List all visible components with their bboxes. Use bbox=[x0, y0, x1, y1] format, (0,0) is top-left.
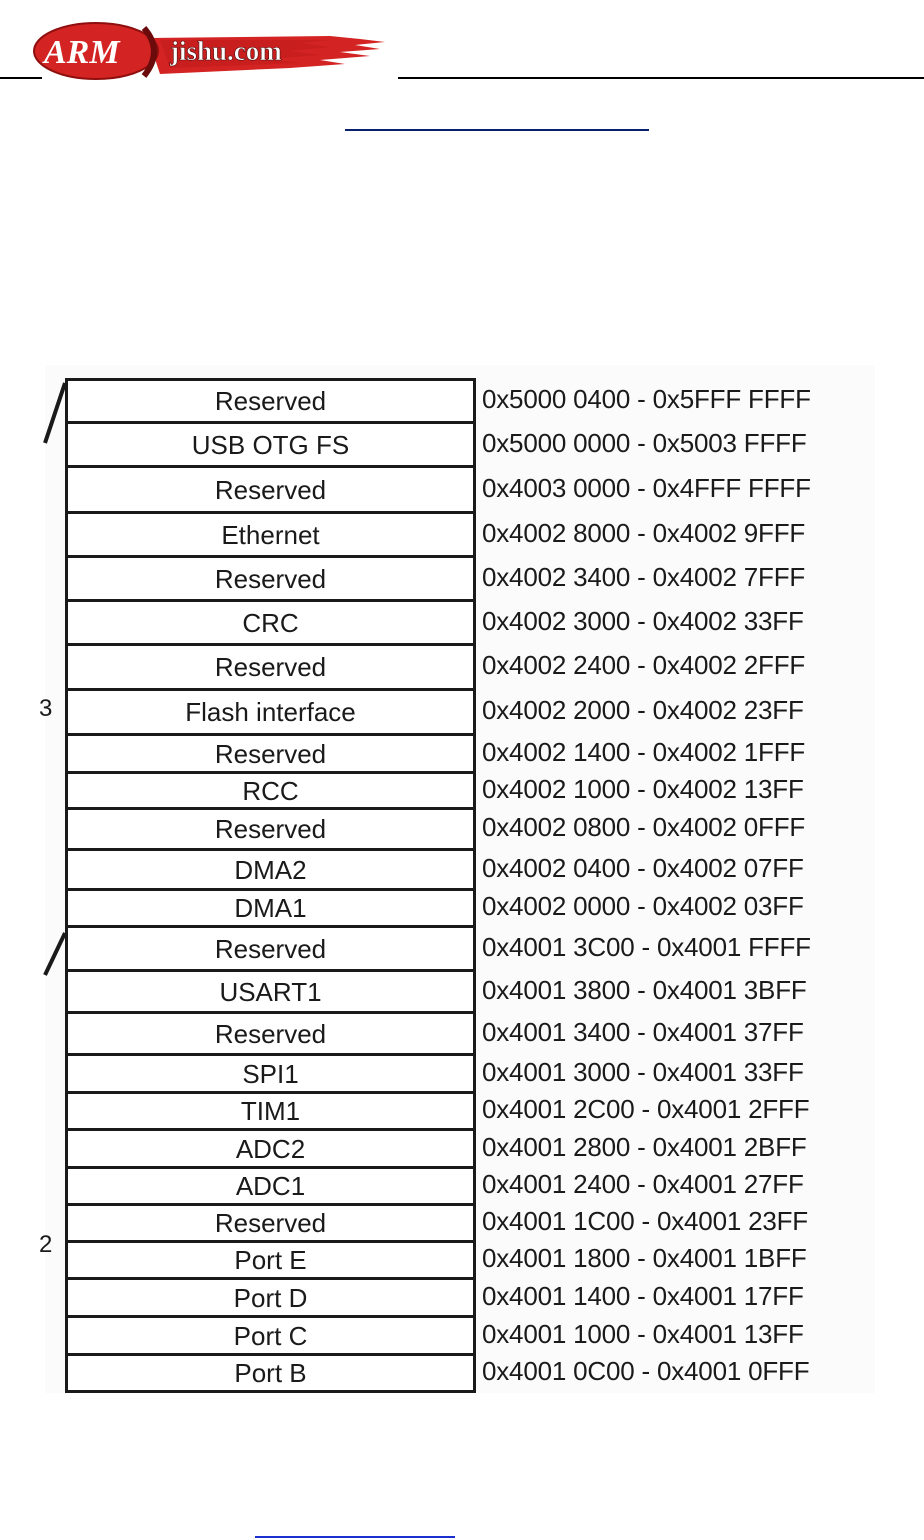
address-range: 0x4001 3800 - 0x4001 3BFF bbox=[482, 974, 807, 1005]
address-range: 0x4002 3400 - 0x4002 7FFF bbox=[482, 561, 806, 592]
address-range: 0x4001 1C00 - 0x4001 23FF bbox=[482, 1206, 808, 1236]
memory-block-label: Port B bbox=[234, 1358, 307, 1388]
memory-block-label: Port D bbox=[233, 1282, 308, 1313]
address-range: 0x5000 0400 - 0x5FFF FFFF bbox=[482, 384, 811, 414]
memory-block-label: USB OTG FS bbox=[191, 429, 350, 460]
address-range: 0x4002 1400 - 0x4002 1FFF bbox=[482, 736, 806, 767]
memory-block bbox=[68, 468, 473, 514]
address-range: 0x4001 2C00 - 0x4001 2FFF bbox=[482, 1094, 810, 1124]
memory-block bbox=[68, 891, 473, 928]
footer-link-underline[interactable] bbox=[255, 1536, 455, 1538]
memory-block-label: Reserved bbox=[214, 474, 327, 505]
memory-block bbox=[68, 1094, 473, 1131]
memory-block-label: Reserved bbox=[214, 933, 327, 964]
memory-block-label: Reserved bbox=[214, 563, 327, 594]
memory-block-label: SPI1 bbox=[242, 1058, 299, 1089]
memory-block bbox=[68, 381, 473, 424]
address-range-column bbox=[482, 378, 882, 1390]
region-marker-3: 3 bbox=[39, 695, 53, 722]
address-range: 0x4001 1400 - 0x4001 17FF bbox=[482, 1280, 804, 1311]
memory-block bbox=[68, 1014, 473, 1056]
address-range: 0x4001 3C00 - 0x4001 FFFF bbox=[482, 931, 811, 962]
memory-block-label: ADC2 bbox=[235, 1133, 306, 1164]
memory-block bbox=[68, 1318, 473, 1356]
memory-block-label: RCC bbox=[242, 775, 299, 806]
memory-block bbox=[68, 851, 473, 891]
memory-block bbox=[68, 810, 473, 851]
address-range: 0x4001 0C00 - 0x4001 0FFF bbox=[482, 1356, 810, 1386]
memory-block bbox=[68, 972, 473, 1014]
memory-block bbox=[68, 1356, 473, 1393]
address-range: 0x4002 1000 - 0x4002 13FF bbox=[482, 773, 804, 804]
memory-block bbox=[68, 691, 473, 736]
memory-block bbox=[68, 774, 473, 810]
memory-map-figure bbox=[39, 365, 875, 1393]
memory-block-label: Reserved bbox=[214, 652, 327, 682]
logo-brand-text: ARM bbox=[44, 34, 120, 71]
address-range: 0x4002 0400 - 0x4002 07FF bbox=[482, 852, 804, 883]
memory-block-label: TIM1 bbox=[240, 1096, 301, 1126]
logo-graphic bbox=[30, 18, 390, 88]
memory-block bbox=[68, 514, 473, 558]
memory-block-label: Port E bbox=[234, 1245, 307, 1275]
memory-block-label: Ethernet bbox=[221, 519, 320, 550]
address-range: 0x4002 2400 - 0x4002 2FFF bbox=[482, 650, 806, 680]
address-range: 0x4001 1000 - 0x4001 13FF bbox=[482, 1318, 804, 1349]
region-marker-2: 2 bbox=[39, 1231, 53, 1258]
memory-block-label: DMA2 bbox=[234, 854, 307, 885]
address-range: 0x4001 3000 - 0x4001 33FF bbox=[482, 1056, 804, 1087]
memory-block-label: Reserved bbox=[214, 738, 327, 769]
memory-block bbox=[68, 1056, 473, 1094]
address-range: 0x4001 1800 - 0x4001 1BFF bbox=[482, 1243, 807, 1273]
memory-block-label: Reserved bbox=[214, 1208, 327, 1238]
address-range: 0x4001 3400 - 0x4001 37FF bbox=[482, 1016, 804, 1047]
address-range: 0x4002 0800 - 0x4002 0FFF bbox=[482, 812, 806, 842]
memory-block bbox=[68, 1206, 473, 1243]
memory-block bbox=[68, 1280, 473, 1318]
memory-block bbox=[68, 1169, 473, 1206]
memory-block-label: Reserved bbox=[214, 386, 327, 416]
memory-block-label: Flash interface bbox=[185, 697, 356, 727]
peripheral-block-column bbox=[65, 378, 476, 1393]
address-range: 0x4002 0000 - 0x4002 03FF bbox=[482, 891, 804, 921]
memory-block bbox=[68, 646, 473, 691]
memory-block-label: ADC1 bbox=[235, 1171, 306, 1201]
address-range: 0x4002 8000 - 0x4002 9FFF bbox=[482, 517, 806, 548]
armjishu-logo[interactable] bbox=[30, 18, 390, 88]
memory-block bbox=[68, 928, 473, 972]
memory-block-label: USART1 bbox=[219, 976, 322, 1007]
memory-block bbox=[68, 424, 473, 468]
title-link-underline[interactable] bbox=[345, 129, 649, 131]
header-rule-right bbox=[398, 77, 924, 79]
address-range: 0x5000 0000 - 0x5003 FFFF bbox=[482, 427, 807, 458]
address-range: 0x4001 2800 - 0x4001 2BFF bbox=[482, 1131, 807, 1162]
address-range: 0x4001 2400 - 0x4001 27FF bbox=[482, 1169, 804, 1199]
memory-block bbox=[68, 602, 473, 646]
address-range: 0x4003 0000 - 0x4FFF FFFF bbox=[482, 472, 811, 503]
memory-block bbox=[68, 1243, 473, 1280]
memory-block bbox=[68, 736, 473, 774]
logo-site-text: jishu.com bbox=[170, 36, 282, 66]
address-range: 0x4002 2000 - 0x4002 23FF bbox=[482, 695, 804, 725]
memory-block-label: Reserved bbox=[214, 1018, 327, 1049]
memory-block-label: CRC bbox=[242, 607, 299, 638]
memory-block-label: Port C bbox=[233, 1320, 308, 1351]
address-range: 0x4002 3000 - 0x4002 33FF bbox=[482, 605, 804, 636]
memory-block-label: Reserved bbox=[214, 814, 327, 844]
memory-block-label: DMA1 bbox=[234, 893, 307, 923]
memory-block bbox=[68, 558, 473, 602]
memory-block bbox=[68, 1131, 473, 1169]
